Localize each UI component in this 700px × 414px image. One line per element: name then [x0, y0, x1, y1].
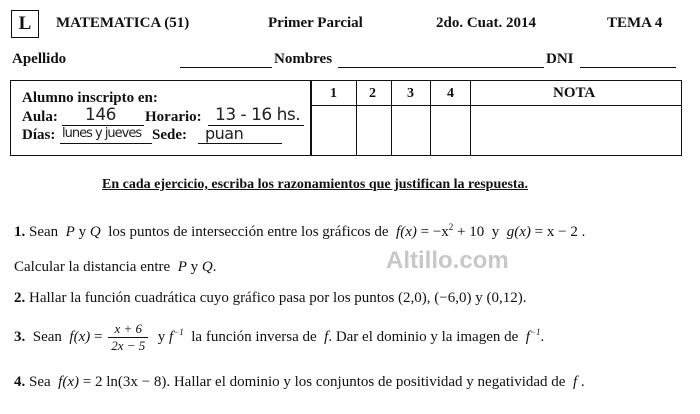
exercise-2-number: 2. [14, 290, 26, 306]
exercise-4-text-b: . Hallar el dominio y los conjuntos de positividad y negatividad de [166, 374, 566, 390]
nombres-label: Nombres [274, 51, 333, 67]
exercise-1-text-a: Sean [29, 224, 59, 240]
watermark: Altillo.com [386, 247, 509, 274]
grade-table-divider [470, 80, 471, 155]
grade-col-4: 4 [447, 86, 454, 101]
exercise-1: 1. Sean P y Q los puntos de intersección entre los gráficos de $f(x) = -x^2 + 10$ y g(x) = x − 2 . [14, 222, 586, 240]
aula-value: 146 [85, 105, 116, 125]
nombres-field[interactable] [338, 67, 544, 68]
exercise-4-number: 4. [14, 374, 26, 390]
grade-table-header-line [310, 105, 681, 106]
term-label: 2do. Cuat. 2014 [436, 15, 537, 31]
dias-value: lunes y jueves [62, 126, 142, 141]
exercise-3-text-a: Sean [32, 328, 62, 345]
subject-title: MATEMATICA (51) [56, 15, 190, 31]
sede-label: Sede: [152, 127, 187, 143]
exercise-4: 4. Sea f(x) = 2 ln(3x − 8). Hallar el dominio y los conjuntos de positividad y negatividad de f . [14, 374, 585, 390]
exercise-3-number: 3. [14, 328, 26, 345]
tema-letter: L [18, 13, 32, 34]
exercise-4-text-a: Sea [29, 374, 51, 390]
exercise-3-text-c: . Dar el dominio y la imagen de [328, 328, 519, 345]
exercise-2 [14, 290, 526, 307]
exercise-1-line-2: Calcular la distancia entre P y Q. [14, 259, 217, 275]
instruction-text: En cada ejercicio, escriba los razonamientos que justifican la respuesta. [102, 177, 529, 192]
dni-label: DNI [546, 51, 574, 67]
grade-table-divider [356, 80, 357, 155]
apellido-label: Apellido [12, 51, 67, 67]
grade-table-divider [430, 80, 431, 155]
sede-underline [198, 143, 282, 144]
exercise-1-text-c: Calcular la distancia entre [14, 259, 171, 275]
dni-field[interactable] [580, 67, 676, 68]
sede-value: puan [205, 124, 244, 143]
grade-col-1: 1 [330, 86, 337, 101]
grade-col-3: 3 [407, 86, 414, 101]
aula-label: Aula: [22, 109, 58, 125]
horario-label: Horario: [145, 109, 202, 125]
grade-col-2: 2 [369, 86, 376, 101]
horario-value: 13 - 16 hs. [215, 105, 301, 125]
exercise-3: 3. Sean f(x) = $\frac{x + 6}{2x - 5}$ y $f^{-1}$ la función inversa de f. Dar el dominio y la imagen de $f^{-1}$. [14, 321, 545, 353]
exam-title: Primer Parcial [268, 15, 363, 31]
exercise-2-text: Hallar la función cuadrática cuyo gráfico pasa por los puntos (2,0), (−6,0) y (0,12). [29, 290, 527, 306]
apellido-field[interactable] [180, 67, 272, 68]
exercise-3-fraction: $\frac{x + 6}{2x - 5}$ [108, 321, 148, 354]
dias-label: Días: [22, 127, 56, 143]
theme-label: TEMA 4 [607, 15, 663, 31]
tema-letter-box [11, 10, 39, 38]
dias-underline [60, 143, 152, 144]
grade-table [310, 80, 682, 156]
student-box-heading: Alumno inscripto en: [22, 90, 158, 106]
nota-label: NOTA [553, 85, 596, 101]
exercise-3-text-b: la función inversa de [191, 328, 317, 345]
exercise-1-text-b: los puntos de intersección entre los gráficos de [108, 224, 389, 240]
grade-table-divider [391, 80, 392, 155]
exercise-1-number: 1. [14, 224, 26, 240]
